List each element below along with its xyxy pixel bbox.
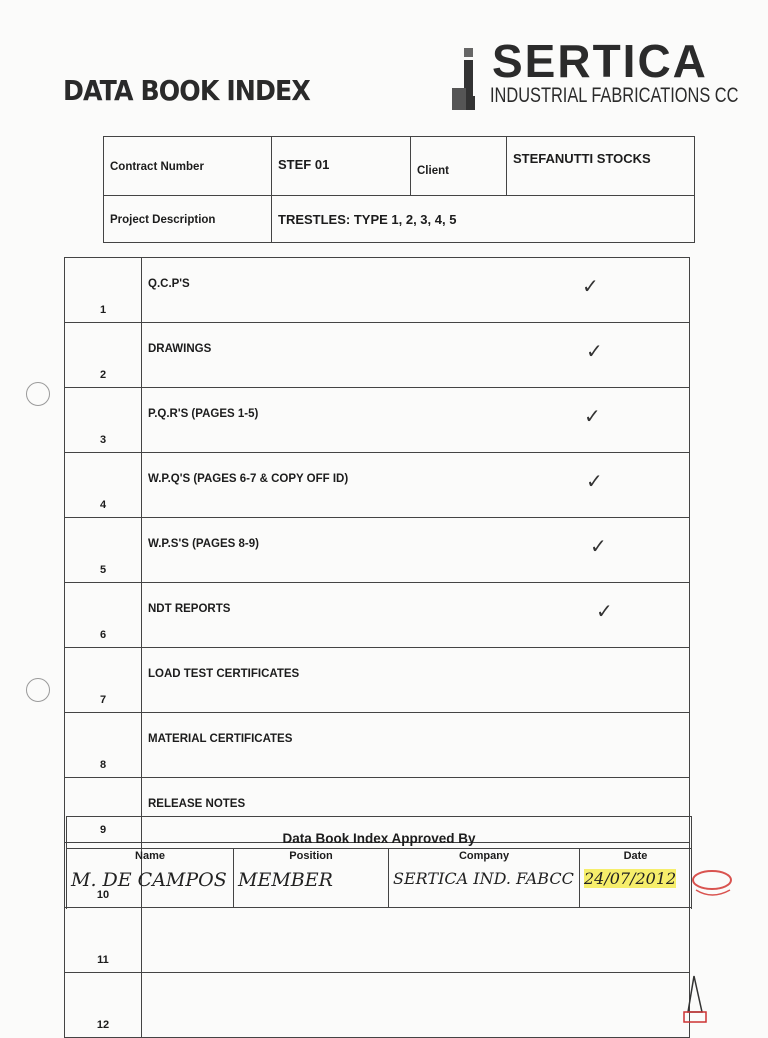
index-row-item <box>142 908 690 973</box>
index-item-label: MATERIAL CERTIFICATES <box>148 733 293 745</box>
index-row-item <box>142 258 690 323</box>
index-item-label: W.P.S'S (PAGES 8-9) <box>148 538 259 550</box>
index-row <box>65 323 690 388</box>
client-label: Client <box>411 137 507 196</box>
index-row <box>65 518 690 583</box>
logo-name: SERTICA <box>492 35 708 87</box>
company-handwritten: SERTICA IND. FABCC <box>393 869 574 888</box>
contract-number-value: STEF 01 <box>272 137 411 196</box>
sertica-logo-icon <box>450 42 486 112</box>
check-mark-icon: ✓ <box>586 469 603 493</box>
index-row <box>65 908 690 973</box>
index-item-label: NDT REPORTS <box>148 603 231 615</box>
index-row-item <box>142 388 690 453</box>
check-mark-icon: ✓ <box>590 534 607 558</box>
index-row-number: 7 <box>65 648 142 713</box>
index-item-label: Q.C.P'S <box>148 278 190 290</box>
client-value: STEFANUTTI STOCKS <box>507 137 695 196</box>
index-row-number: 4 <box>65 453 142 518</box>
company-logo <box>450 35 739 112</box>
index-row-number: 6 <box>65 583 142 648</box>
index-row-item <box>142 323 690 388</box>
index-item-label: RELEASE NOTES <box>148 798 246 810</box>
index-item-label: LOAD TEST CERTIFICATES <box>148 668 300 680</box>
index-row-number: 5 <box>65 518 142 583</box>
pen-icon <box>676 972 712 1024</box>
punch-hole-icon <box>26 382 50 406</box>
project-description-label: Project Description <box>104 196 272 243</box>
index-row-number: 3 <box>65 388 142 453</box>
position-header: Position <box>289 850 333 862</box>
check-mark-icon: ✓ <box>586 339 603 363</box>
punch-hole-icon <box>26 678 50 702</box>
approval-table <box>66 848 692 908</box>
position-cell <box>234 849 389 908</box>
safety-stamp-icon <box>690 866 736 902</box>
approval-title: Data Book Index Approved By <box>282 831 476 846</box>
index-row-number: 11 <box>65 908 142 973</box>
name-header: Name <box>135 850 165 862</box>
index-row-number: 10 <box>65 843 142 908</box>
index-row-item <box>142 713 690 778</box>
index-row <box>65 258 690 323</box>
check-mark-icon: ✓ <box>596 599 613 623</box>
index-item-label: W.P.Q'S (PAGES 6-7 & COPY OFF ID) <box>148 473 349 485</box>
index-row-item <box>142 973 690 1038</box>
contract-number-label: Contract Number <box>104 137 272 196</box>
index-row-item <box>142 518 690 583</box>
index-item-label: P.Q.R'S (PAGES 1-5) <box>148 408 259 420</box>
index-row-item <box>142 583 690 648</box>
index-row-number: 8 <box>65 713 142 778</box>
check-mark-icon: ✓ <box>584 404 601 428</box>
index-row-item <box>142 648 690 713</box>
index-row-number: 9 <box>65 778 142 843</box>
index-table <box>64 257 690 1038</box>
name-cell <box>67 849 234 908</box>
position-handwritten: MEMBER <box>238 869 333 891</box>
index-row <box>65 973 690 1038</box>
index-row-item <box>142 453 690 518</box>
project-info-table <box>103 136 695 243</box>
project-description-value: TRESTLES: TYPE 1, 2, 3, 4, 5 <box>272 196 695 243</box>
page-title: DATA BOOK INDEX <box>63 74 310 107</box>
index-row-number: 2 <box>65 323 142 388</box>
company-header: Company <box>458 850 510 862</box>
index-row <box>65 648 690 713</box>
date-handwritten: 24/07/2012 <box>584 869 677 888</box>
logo-subtitle: INDUSTRIAL FABRICATIONS CC <box>490 84 739 107</box>
index-row <box>65 583 690 648</box>
name-signature: M. DE CAMPOS <box>71 869 227 891</box>
index-row-number: 12 <box>65 973 142 1038</box>
check-mark-icon: ✓ <box>582 274 599 298</box>
index-row <box>65 453 690 518</box>
date-cell <box>580 849 692 908</box>
index-row <box>65 388 690 453</box>
index-row-number: 1 <box>65 258 142 323</box>
date-header: Date <box>623 850 648 862</box>
index-row <box>65 713 690 778</box>
company-cell <box>389 849 580 908</box>
index-item-label: DRAWINGS <box>148 343 212 355</box>
